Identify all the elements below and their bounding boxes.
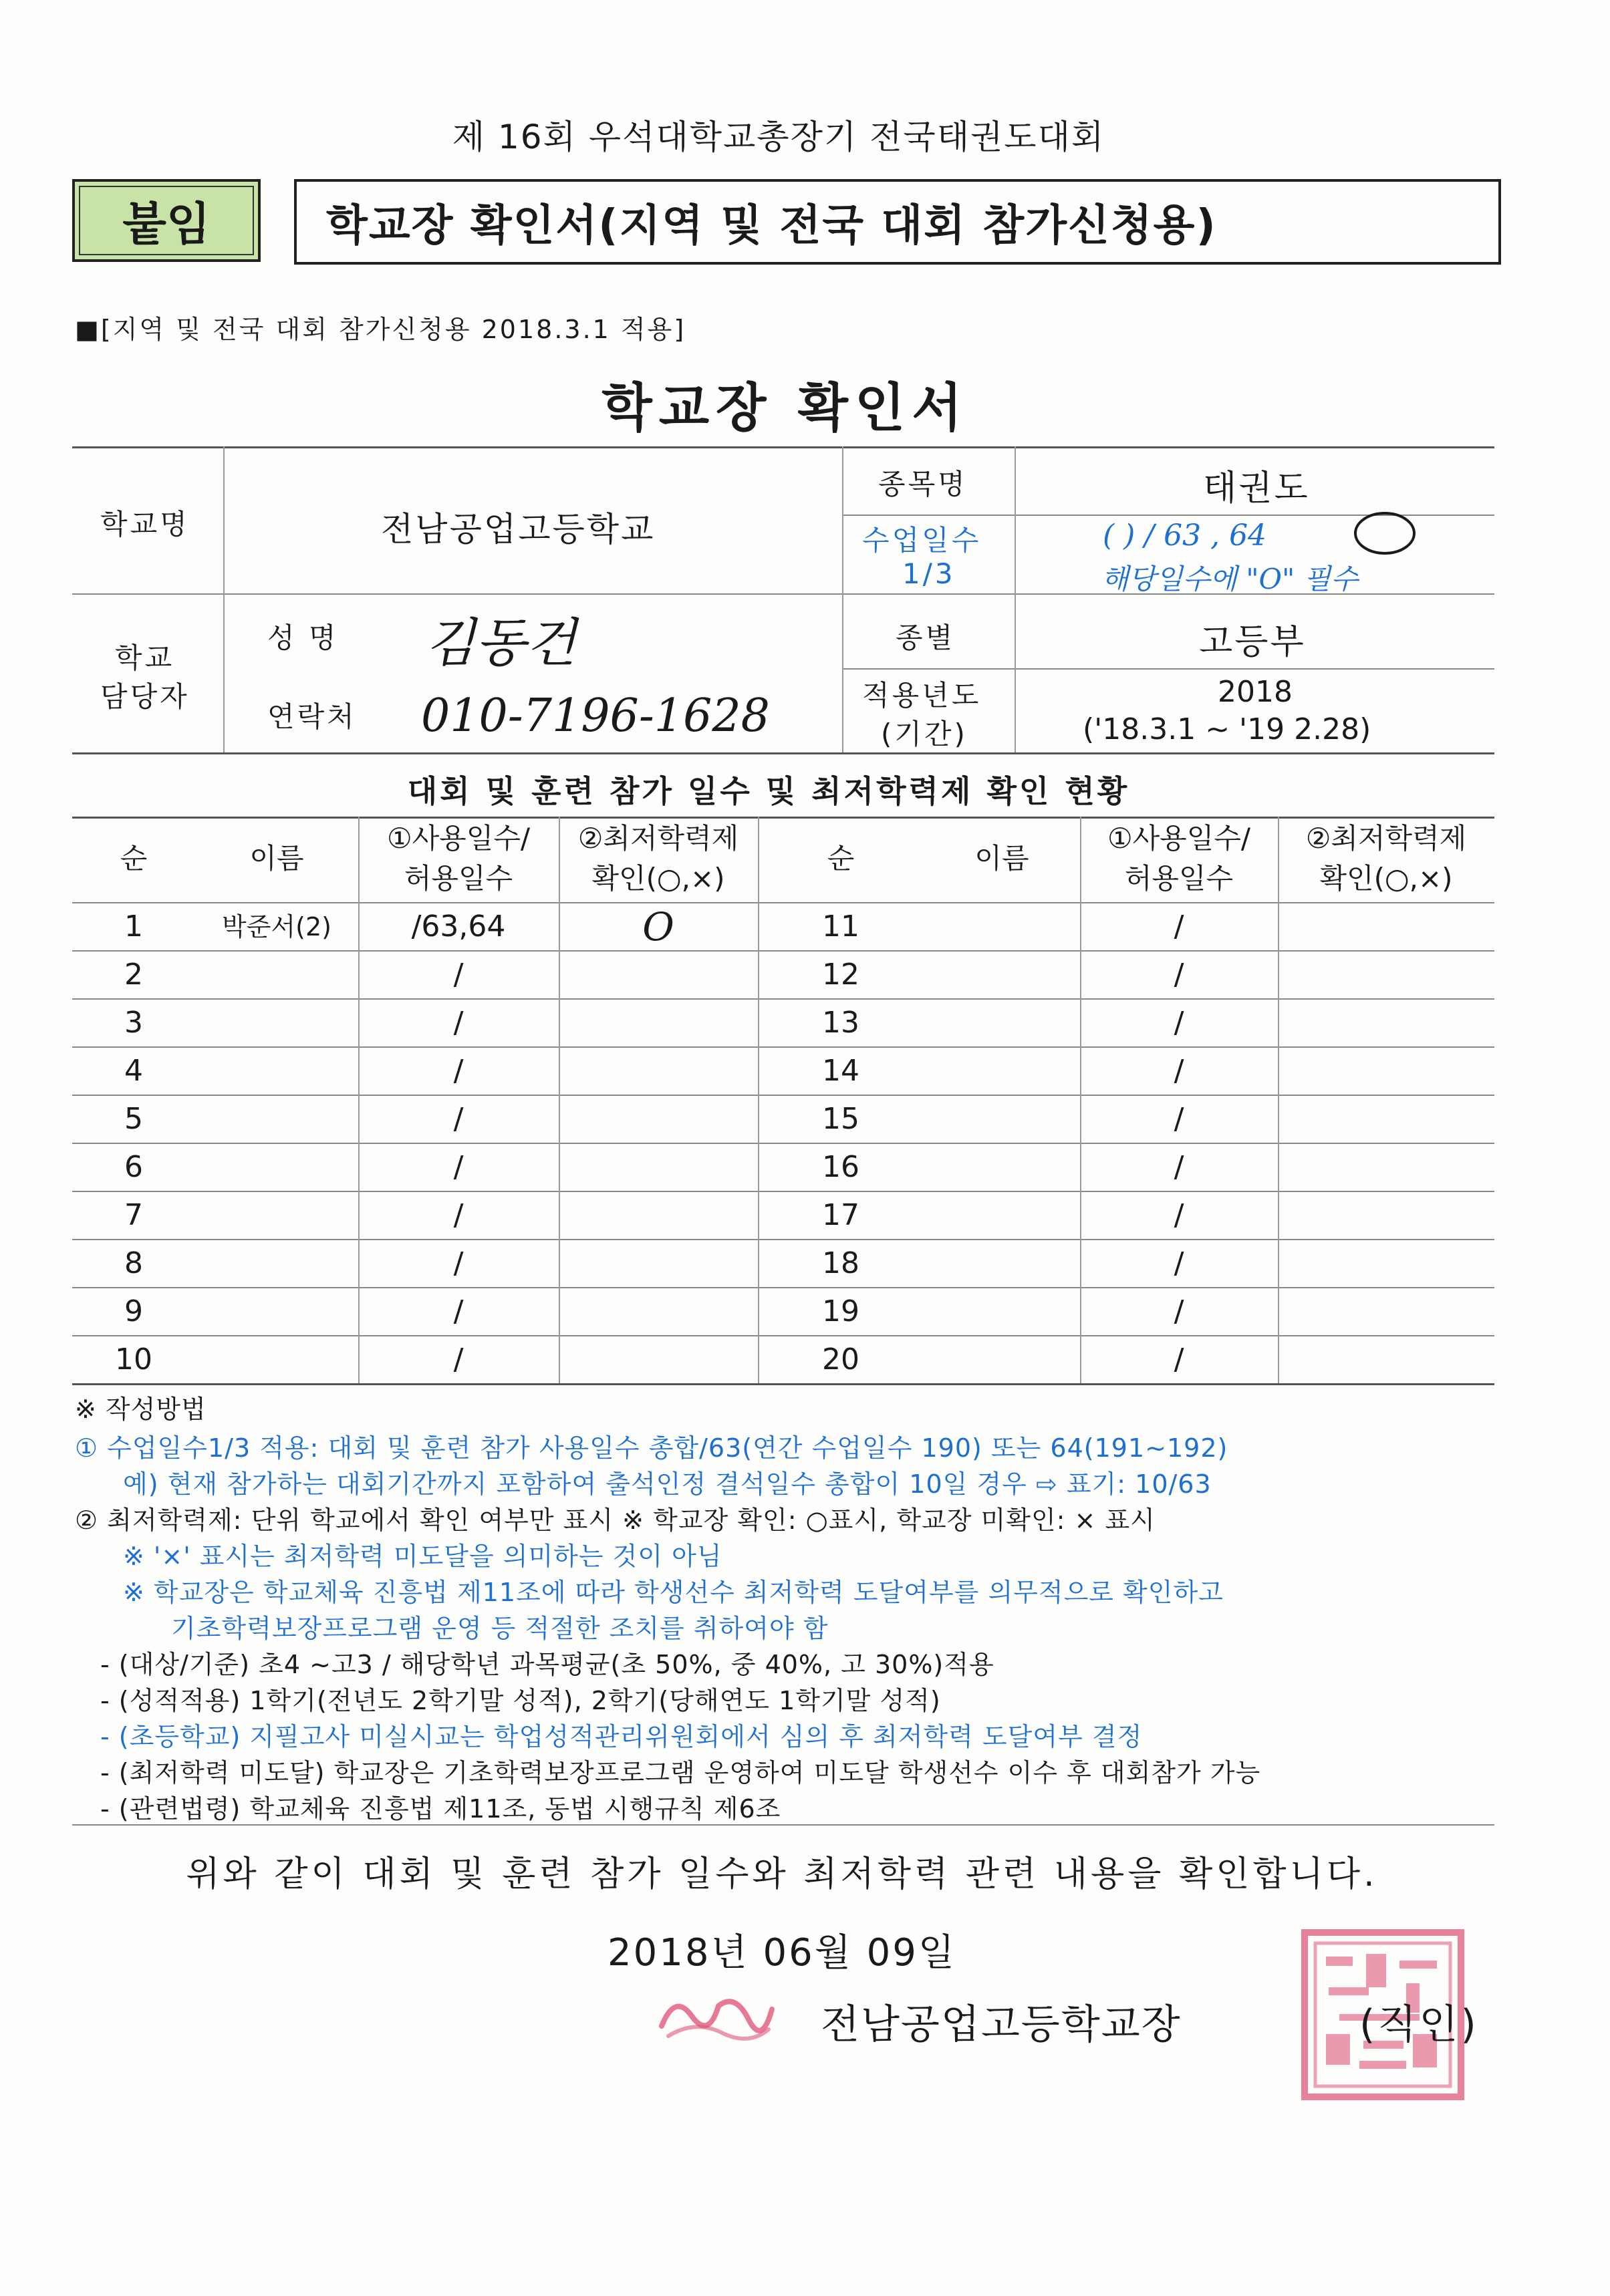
days-used: /	[453, 1246, 464, 1280]
header-min-2: 확인(○,×)	[591, 862, 725, 895]
days-used: /	[1174, 1150, 1184, 1184]
name-label: 성 명	[267, 621, 339, 654]
days-used: /	[453, 1198, 464, 1232]
participant-row-divider	[72, 950, 1494, 952]
days-used: /63,64	[411, 909, 506, 944]
header-name: 이름	[974, 842, 1029, 875]
contact-label: 연락처	[267, 700, 357, 733]
class-days-note: 해당일수에 "O" 필수	[1101, 563, 1358, 595]
row-number: 4	[124, 1054, 143, 1088]
division-label: 종별	[896, 621, 956, 654]
staff-label-1: 학교	[115, 641, 175, 674]
days-used: /	[1174, 1102, 1184, 1136]
signature-scribble	[655, 1979, 775, 2046]
applicability-note: ■[지역 및 전국 대회 참가신청용 2018.3.1 적용]	[75, 315, 686, 344]
detail-3: - (초등학교) 지필고사 미실시교는 학업성적관리위원회에서 심의 후 최저학력 도달여부 결정	[100, 1722, 1143, 1751]
row-number: 9	[124, 1294, 143, 1328]
participant-table-bottom-border	[72, 1383, 1494, 1385]
days-used: /	[453, 958, 464, 992]
days-used: /	[453, 1006, 464, 1040]
row-number: 16	[822, 1150, 859, 1184]
issue-date: 2018년 06월 09일	[608, 1931, 956, 1975]
event-title: 제 16회 우석대학교총장기 전국태권도대회	[452, 118, 1105, 156]
row-number: 10	[115, 1342, 152, 1377]
days-used: /	[1174, 1054, 1184, 1088]
info-table-vline	[223, 446, 225, 752]
row-number: 7	[124, 1198, 143, 1232]
header-min-2: 확인(○,×)	[1319, 862, 1453, 895]
school-label: 학교명	[100, 508, 190, 541]
min-achievement: O	[642, 904, 674, 950]
participant-row-divider	[72, 1335, 1494, 1336]
days-used: /	[1174, 1342, 1184, 1377]
period-value: ('18.3.1 ~ '19 2.28)	[1083, 712, 1371, 746]
info-table-divider	[842, 668, 1494, 670]
staff-name-handwritten: 김동건	[425, 613, 577, 674]
row-number: 19	[822, 1294, 859, 1328]
class-days-label: 수업일수	[862, 524, 982, 557]
note-2-sub-2a: ※ 학교장은 학교체육 진흥법 제11조에 따라 학생선수 최저학력 도달여부를 의무적으로 확인하고	[123, 1578, 1224, 1607]
days-used: /	[1174, 1006, 1184, 1040]
days-used: /	[453, 1054, 464, 1088]
note-2-sub-1: ※ '×' 표시는 최저학력 미도달을 의미하는 것이 아님	[123, 1542, 722, 1571]
row-number: 20	[822, 1342, 859, 1377]
header-days-2: 허용일수	[1124, 862, 1234, 895]
confirmation-statement: 위와 같이 대회 및 훈련 참가 일수와 최저학력 관련 내용을 확인합니다.	[186, 1854, 1378, 1894]
participant-row-divider	[72, 1191, 1494, 1192]
year-label: 적용년도	[862, 679, 982, 712]
contact-value-handwritten: 010-7196-1628	[421, 690, 770, 742]
detail-2: - (성적적용) 1학기(전년도 2학기말 성적), 2학기(당해연도 1학기말 성적)	[100, 1686, 941, 1715]
detail-1: - (대상/기준) 초4 ~고3 / 해당학년 과목평균(초 50%, 중 40%, 고 30%)적용	[100, 1650, 994, 1679]
row-number: 2	[124, 958, 143, 992]
notes-bottom-border	[72, 1824, 1494, 1826]
row-number: 6	[124, 1150, 143, 1184]
info-table-top-border	[72, 446, 1494, 448]
row-number: 5	[124, 1102, 143, 1136]
days-used: /	[453, 1342, 464, 1377]
participant-table-vline	[559, 817, 560, 1383]
row-number: 3	[124, 1006, 143, 1040]
participant-row-divider	[72, 1287, 1494, 1288]
row-number: 15	[822, 1102, 859, 1136]
row-number: 8	[124, 1246, 143, 1280]
header-days-1: ①사용일수/	[386, 822, 531, 855]
days-used: /	[1174, 909, 1184, 944]
days-used: /	[453, 1150, 464, 1184]
participant-row-divider	[72, 1046, 1494, 1048]
sport-label: 종목명	[878, 468, 968, 500]
row-number: 17	[822, 1198, 859, 1232]
days-used: /	[1174, 1198, 1184, 1232]
header-title: 학교장 확인서(지역 및 전국 대회 참가신청용)	[294, 179, 1501, 265]
info-table-vline	[1015, 446, 1016, 752]
year-sublabel: (기간)	[881, 718, 968, 750]
school-value: 전남공업고등학교	[381, 510, 656, 549]
days-used: /	[453, 1294, 464, 1328]
detail-4: - (최저학력 미도달) 학교장은 기초학력보장프로그램 운영하여 미도달 학생선수 이수 후 대회참가 가능	[100, 1758, 1261, 1787]
class-days-value: ( ) / 63 , 64	[1103, 519, 1267, 553]
note-2: ② 최저학력제: 단위 학교에서 확인 여부만 표시 ※ 학교장 확인: ○표시, 학교장 미확인: × 표시	[75, 1505, 1156, 1535]
class-days-ratio: 1/3	[902, 557, 956, 590]
days-used: /	[1174, 1246, 1184, 1280]
year-value: 2018	[1218, 675, 1293, 709]
selected-64-circle	[1351, 509, 1418, 557]
header-days-2: 허용일수	[404, 862, 513, 895]
days-used: /	[1174, 1294, 1184, 1328]
participant-row-divider	[72, 1239, 1494, 1240]
header-no: 순	[827, 842, 855, 875]
row-number: 13	[822, 1006, 859, 1040]
participant-table-vline	[1278, 817, 1279, 1383]
header-min-1: ②최저학력제	[577, 822, 739, 855]
participant-row-divider	[72, 1143, 1494, 1144]
row-number: 18	[822, 1246, 859, 1280]
days-used: /	[1174, 958, 1184, 992]
row-number: 1	[124, 909, 143, 944]
status-title: 대회 및 훈련 참가 일수 및 최저학력제 확인 현황	[407, 773, 1130, 809]
header-min-1: ②최저학력제	[1305, 822, 1467, 855]
seal-mark: (직인)	[1359, 2001, 1479, 2048]
header-name: 이름	[249, 842, 304, 875]
info-table-vline	[842, 446, 843, 752]
notes-heading: ※ 작성방법	[75, 1395, 207, 1424]
note-1-example: 예) 현재 참가하는 대회기간까지 포함하여 출석인정 결석일수 총합이 10일 경우 ⇨ 표기: 10/63	[123, 1469, 1212, 1499]
header-days-1: ①사용일수/	[1107, 822, 1251, 855]
row-number: 11	[822, 909, 859, 944]
note-2-sub-2b: 기초학력보장프로그램 운영 등 적절한 조치를 취하여야 함	[171, 1614, 829, 1643]
participant-name: 박준서(2)	[222, 912, 331, 942]
row-number: 14	[822, 1054, 859, 1088]
participant-table-header-border	[72, 902, 1494, 903]
principal-name: 전남공업고등학교장	[821, 2001, 1182, 2048]
detail-5: - (관련법령) 학교체육 진흥법 제11조, 동법 시행규칙 제6조	[100, 1794, 781, 1824]
days-used: /	[453, 1102, 464, 1136]
participant-row-divider	[72, 998, 1494, 1000]
row-number: 12	[822, 958, 859, 992]
attachment-badge: 붙임	[72, 179, 261, 262]
participant-table-top-border	[72, 817, 1494, 819]
header-no: 순	[120, 842, 148, 875]
staff-label-2: 담당자	[100, 680, 190, 713]
sport-value: 태권도	[1203, 468, 1310, 509]
participant-row-divider	[72, 1095, 1494, 1096]
note-1: ① 수업일수1/3 적용: 대회 및 훈련 참가 사용일수 총합/63(연간 수업일수 190) 또는 64(191~192)	[75, 1433, 1228, 1463]
division-value: 고등부	[1199, 622, 1306, 662]
document-title: 학교장 확인서	[601, 378, 969, 438]
info-table-bottom-border	[72, 752, 1494, 754]
